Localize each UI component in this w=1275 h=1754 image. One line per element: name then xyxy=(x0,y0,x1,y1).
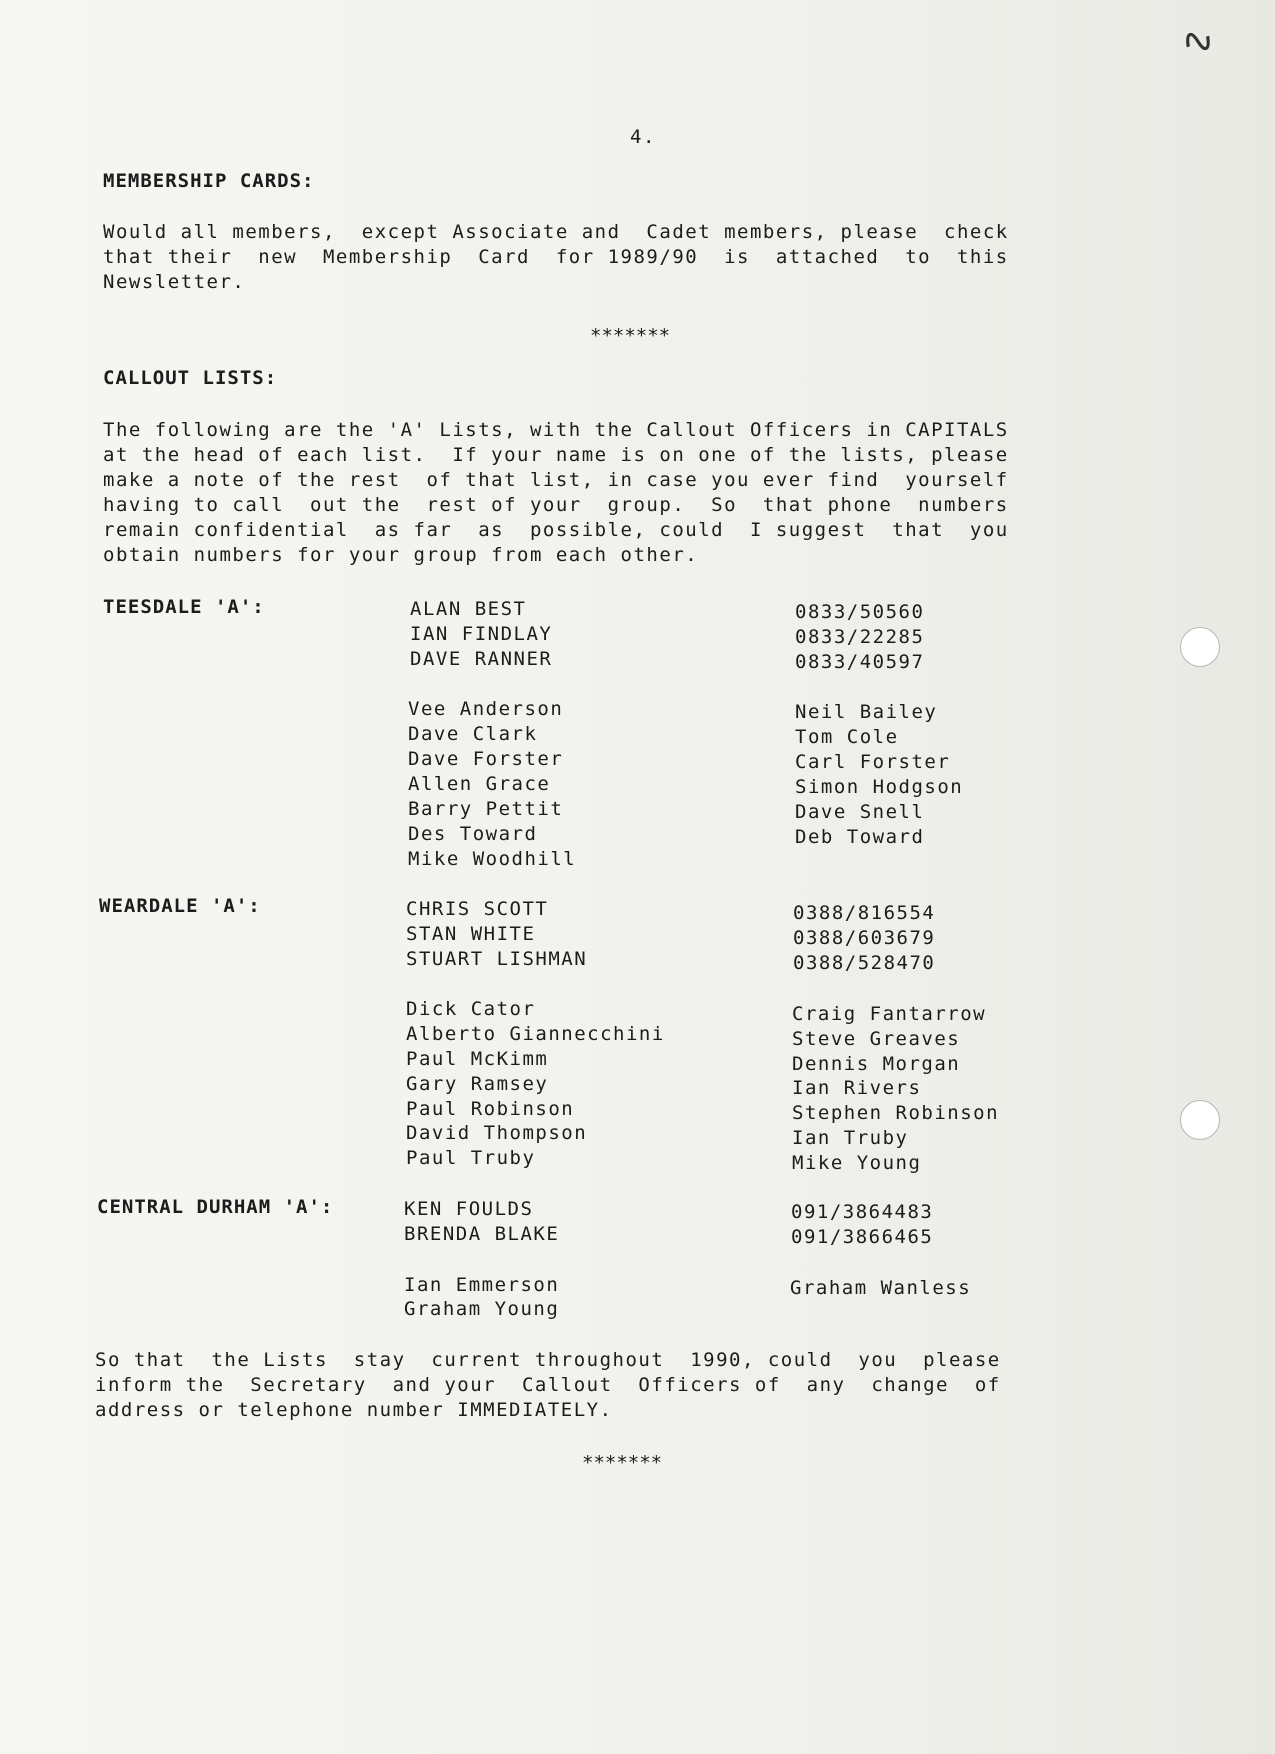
member-name: Gary Ramsey xyxy=(406,1073,549,1095)
officer-phone: 0833/22285 xyxy=(795,626,925,648)
member-name: Neil Bailey xyxy=(795,701,938,723)
callout-line: having to call out the rest of your group. So that phone numbers xyxy=(103,494,1009,516)
closing-line: inform the Secretary and your Callout Officers of any change of xyxy=(95,1374,1001,1396)
separator-stars: ******* xyxy=(590,325,671,347)
member-name: Dave Forster xyxy=(408,748,564,770)
callout-line: make a note of the rest of that list, in case you ever find yourself xyxy=(103,469,1009,491)
member-name: Mike Woodhill xyxy=(408,848,577,870)
weardale-label: WEARDALE 'A': xyxy=(99,895,261,917)
officer-phone: 0833/40597 xyxy=(795,651,925,673)
member-name: Graham Young xyxy=(404,1298,560,1320)
member-name: Dave Clark xyxy=(408,723,538,745)
punch-hole-bottom xyxy=(1180,1100,1220,1140)
officer-phone: 0833/50560 xyxy=(795,601,925,623)
membership-heading: MEMBERSHIP CARDS: xyxy=(103,170,315,192)
member-name: Paul Robinson xyxy=(406,1098,575,1120)
member-name: Carl Forster xyxy=(795,751,951,773)
member-name: Craig Fantarrow xyxy=(792,1003,987,1025)
officer-name: BRENDA BLAKE xyxy=(404,1223,560,1245)
member-name: Paul McKimm xyxy=(406,1048,549,1070)
member-name: Deb Toward xyxy=(795,826,925,848)
member-name: Stephen Robinson xyxy=(792,1102,1000,1124)
page-number: 4. xyxy=(630,126,656,148)
member-name: Dennis Morgan xyxy=(792,1053,961,1075)
membership-line: Newsletter. xyxy=(103,271,246,293)
officer-name: DAVE RANNER xyxy=(410,648,553,670)
callout-line: at the head of each list. If your name is on one of the lists, please xyxy=(103,444,1009,466)
page-corner-curl-mark: ∿ xyxy=(1174,13,1222,69)
member-name: Graham Wanless xyxy=(790,1277,972,1299)
punch-hole-top xyxy=(1180,627,1220,667)
officer-name: ALAN BEST xyxy=(410,598,527,620)
member-name: Paul Truby xyxy=(406,1147,536,1169)
member-name: Simon Hodgson xyxy=(795,776,964,798)
callout-heading: CALLOUT LISTS: xyxy=(103,367,278,389)
member-name: Ian Emmerson xyxy=(404,1274,560,1296)
callout-paragraph xyxy=(103,418,1183,568)
officer-phone: 091/3866465 xyxy=(791,1226,934,1248)
member-name: Alberto Giannecchini xyxy=(406,1023,665,1045)
closing-line: address or telephone number IMMEDIATELY. xyxy=(95,1399,613,1421)
officer-name: STUART LISHMAN xyxy=(406,948,588,970)
membership-line: that their new Membership Card for 1989/90 is attached to this xyxy=(103,246,1009,268)
member-name: Vee Anderson xyxy=(408,698,564,720)
teesdale-label: TEESDALE 'A': xyxy=(103,596,265,618)
officer-phone: 0388/528470 xyxy=(793,952,936,974)
officer-phone: 0388/816554 xyxy=(793,902,936,924)
member-name: Allen Grace xyxy=(408,773,551,795)
member-name: Mike Young xyxy=(792,1152,922,1174)
callout-line: remain confidential as far as possible, could I suggest that you xyxy=(103,519,1009,541)
member-name: Des Toward xyxy=(408,823,538,845)
officer-name: IAN FINDLAY xyxy=(410,623,553,645)
callout-line: The following are the 'A' Lists, with the Callout Officers in CAPITALS xyxy=(103,419,1009,441)
member-name: Ian Rivers xyxy=(792,1077,922,1099)
member-name: Tom Cole xyxy=(795,726,899,748)
member-name: David Thompson xyxy=(406,1122,588,1144)
closing-paragraph xyxy=(95,1348,1180,1423)
membership-line: Would all members, except Associate and Cadet members, please check xyxy=(103,221,1009,243)
central-durham-label: CENTRAL DURHAM 'A': xyxy=(97,1196,334,1218)
member-name: Dave Snell xyxy=(795,801,925,823)
officer-name: CHRIS SCOTT xyxy=(406,898,549,920)
officer-name: STAN WHITE xyxy=(406,923,536,945)
membership-paragraph xyxy=(103,220,1183,295)
officer-phone: 091/3864483 xyxy=(791,1201,934,1223)
officer-name: KEN FOULDS xyxy=(404,1198,534,1220)
officer-phone: 0388/603679 xyxy=(793,927,936,949)
member-name: Ian Truby xyxy=(792,1127,909,1149)
closing-line: So that the Lists stay current throughout 1990, could you please xyxy=(95,1349,1001,1371)
separator-stars: ******* xyxy=(582,1452,663,1474)
member-name: Steve Greaves xyxy=(792,1028,961,1050)
member-name: Dick Cator xyxy=(406,998,536,1020)
member-name: Barry Pettit xyxy=(408,798,564,820)
callout-line: obtain numbers for your group from each other. xyxy=(103,544,699,566)
